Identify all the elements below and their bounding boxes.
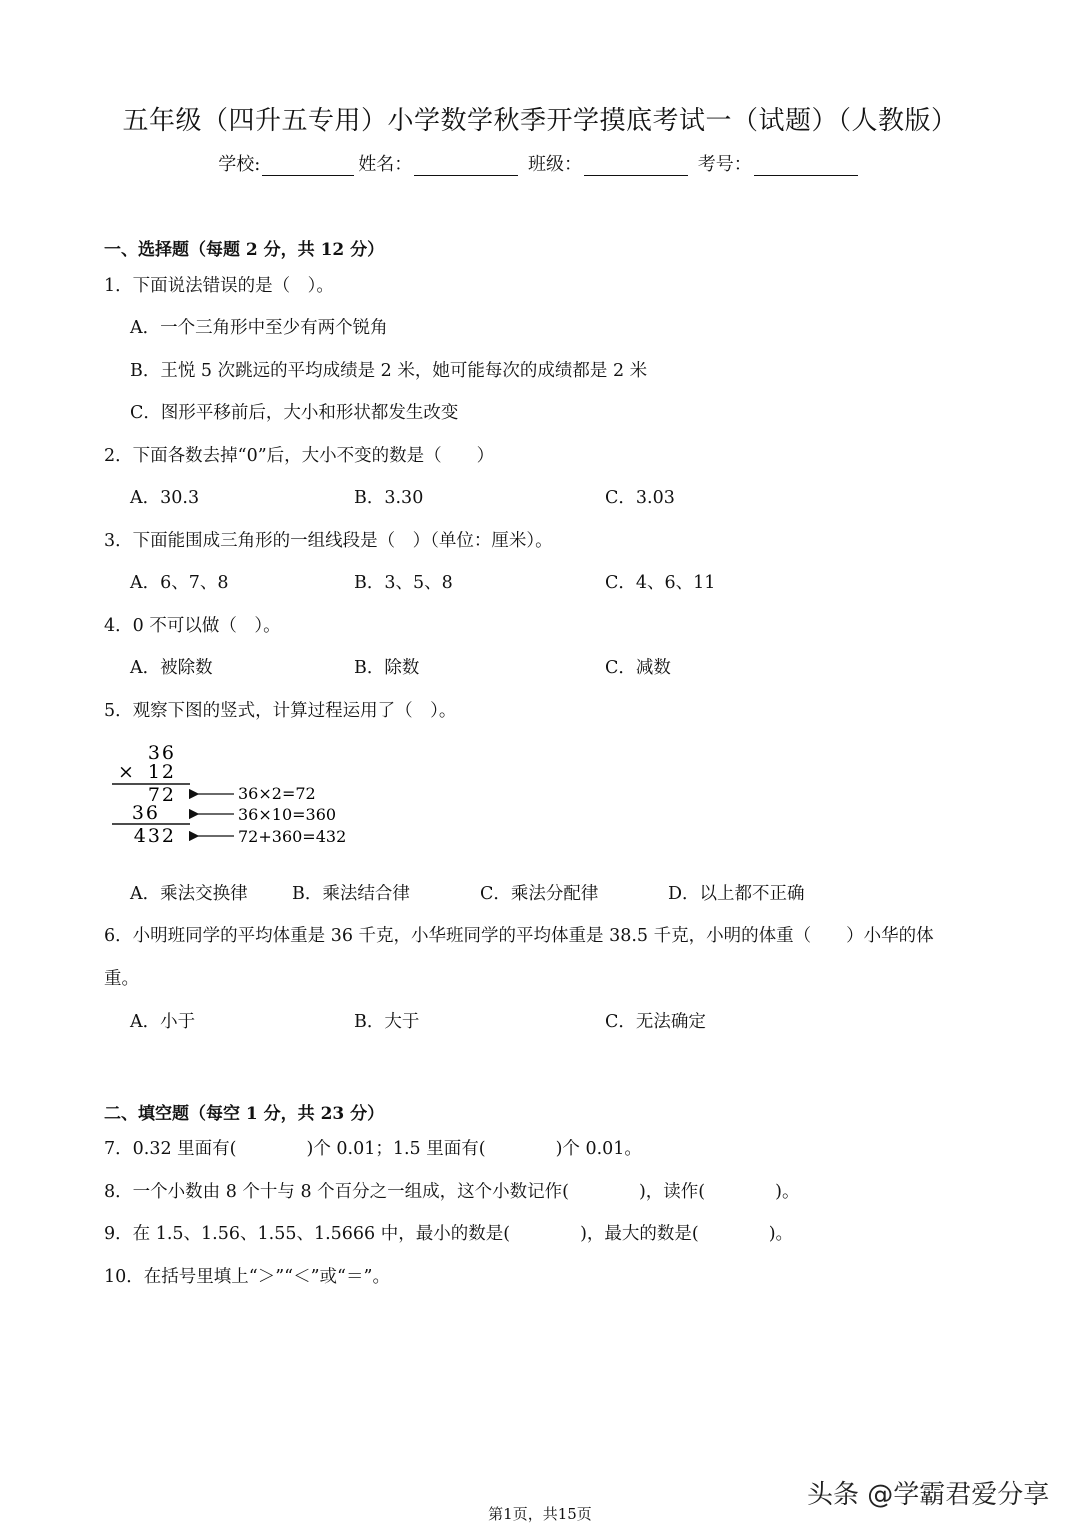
q1-option-c: C．图形平移前后，大小和形状都发生改变 [130,403,459,423]
q2-option-a: A．30.3 [130,488,200,508]
question-2: 2．下面各数去掉“0”后，大小不变的数是（ ） [104,446,495,466]
calc-multiplicand: 36 [147,742,176,764]
q6-option-a: A．小于 [130,1012,196,1032]
q4-option-b: B．除数 [354,658,420,678]
question-3: 3．下面能围成三角形的一组线段是（ ）（单位：厘米）。 [104,531,553,551]
q6-option-b: B．大于 [354,1012,420,1032]
calc-note-2: 36×10=360 [238,805,337,824]
question-6-continued: 重。 [104,969,139,989]
q3-option-c: C．4、6、11 [605,573,716,593]
q5-option-c: C．乘法分配律 [480,884,599,904]
q2-option-b: B．3.30 [354,488,424,508]
page-title: 五年级（四升五专用）小学数学秋季开学摸底考试一（试题）（人教版） [122,106,958,136]
student-info-line [0,150,1080,176]
section-choice-title: 一、选择题（每题 2 分，共 12 分） [104,240,385,260]
calc-multiplier: 12 [147,761,176,783]
q5-option-b: B．乘法结合律 [292,884,410,904]
q4-option-a: A．被除数 [130,658,213,678]
question-6: 6．小明班同学的平均体重是 36 千克，小华班同学的平均体重是 38.5 千克，小明的体重（ ）小华的体 [104,926,934,946]
watermark: 头条 @学霸君爱分享 [807,1480,1050,1510]
calc-note-1: 36×2=72 [238,784,316,803]
question-8: 8．一个小数由 8 个十与 8 个百分之一组成，这个小数记作( )，读作( )。 [104,1182,800,1202]
q1-option-a: A．一个三角形中至少有两个锐角 [130,318,388,338]
school-label: 学校: [218,154,261,175]
class-blank [584,157,688,176]
q3-option-b: B．3、5、8 [354,573,453,593]
vertical-multiplication-figure [108,738,358,854]
q2-option-c: C．3.03 [605,488,675,508]
question-1: 1．下面说法错误的是（ ）。 [104,276,334,296]
question-7: 7．0.32 里面有( )个 0.01；1.5 里面有( )个 0.01。 [104,1139,642,1159]
question-4: 4．0 不可以做（ ）。 [104,616,281,636]
school-blank [262,157,354,176]
calc-product: 432 [133,825,176,847]
question-9: 9．在 1.5、1.56、1.55、1.5666 中，最小的数是( )，最大的数是( )。 [104,1224,794,1244]
q6-option-c: C．无法确定 [605,1012,706,1032]
q5-option-a: A．乘法交换律 [130,884,248,904]
q5-option-d: D．以上都不正确 [668,884,805,904]
page-number: 第1页，共15页 [488,1505,592,1523]
section-fill-title: 二、填空题（每空 1 分，共 23 分） [104,1104,385,1124]
name-label: 姓名： [358,154,413,175]
calc-partial-2: 36 [131,802,160,824]
number-label: 考号： [697,154,752,175]
number-blank [754,157,858,176]
question-5: 5．观察下图的竖式，计算过程运用了（ ）。 [104,701,457,721]
q3-option-a: A．6、7、8 [130,573,229,593]
calc-partial-1: 72 [147,784,176,806]
name-blank [414,157,518,176]
calc-times-sign: × [118,761,134,783]
q1-option-b: B．王悦 5 次跳远的平均成绩是 2 米，她可能每次的成绩都是 2 米 [130,361,648,381]
class-label: 班级： [528,154,583,175]
question-10: 10．在括号里填上“＞”“＜”或“＝”。 [104,1267,390,1287]
calc-note-3: 72+360=432 [238,827,347,846]
q4-option-c: C．减数 [605,658,671,678]
